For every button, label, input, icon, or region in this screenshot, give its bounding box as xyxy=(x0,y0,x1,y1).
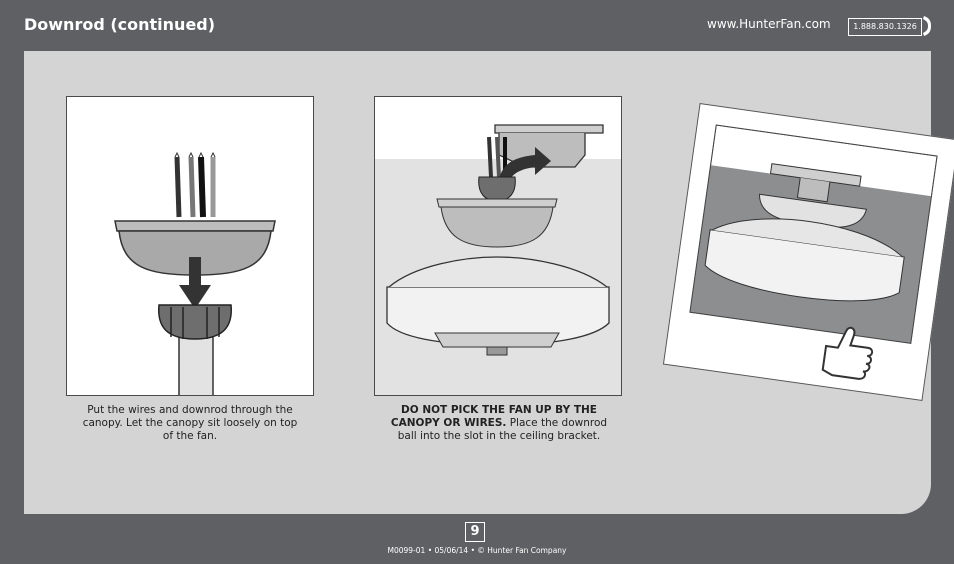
page-number: 9 xyxy=(465,522,485,542)
illustration-downrod-into-bracket xyxy=(374,96,622,396)
website-url[interactable]: www.HunterFan.com xyxy=(707,17,831,31)
illustration-wires-through-canopy xyxy=(66,96,314,396)
canopy-diagram xyxy=(67,97,314,396)
step-caption-2 xyxy=(384,404,614,443)
phone-icon xyxy=(921,14,933,38)
caption-instruction: Place the downrod ball into the slot in the ceiling bracket. xyxy=(397,417,608,442)
phone-number: 1.888.830.1326 xyxy=(848,18,922,36)
footer-text: M0099-01 • 05/06/14 • © Hunter Fan Company xyxy=(387,546,567,555)
bracket-diagram xyxy=(375,97,622,396)
fan-photo xyxy=(689,125,937,344)
thumbs-up-icon xyxy=(814,319,881,383)
page-title: Downrod (continued) xyxy=(24,15,216,34)
caption-warning: DO NOT PICK THE FAN UP BY THE CANOPY OR WIRES. xyxy=(390,404,597,429)
approval-photo xyxy=(663,103,954,401)
step-caption-1: Put the wires and downrod through the canopy. Let the canopy sit loosely on top of the fan. xyxy=(82,404,298,442)
